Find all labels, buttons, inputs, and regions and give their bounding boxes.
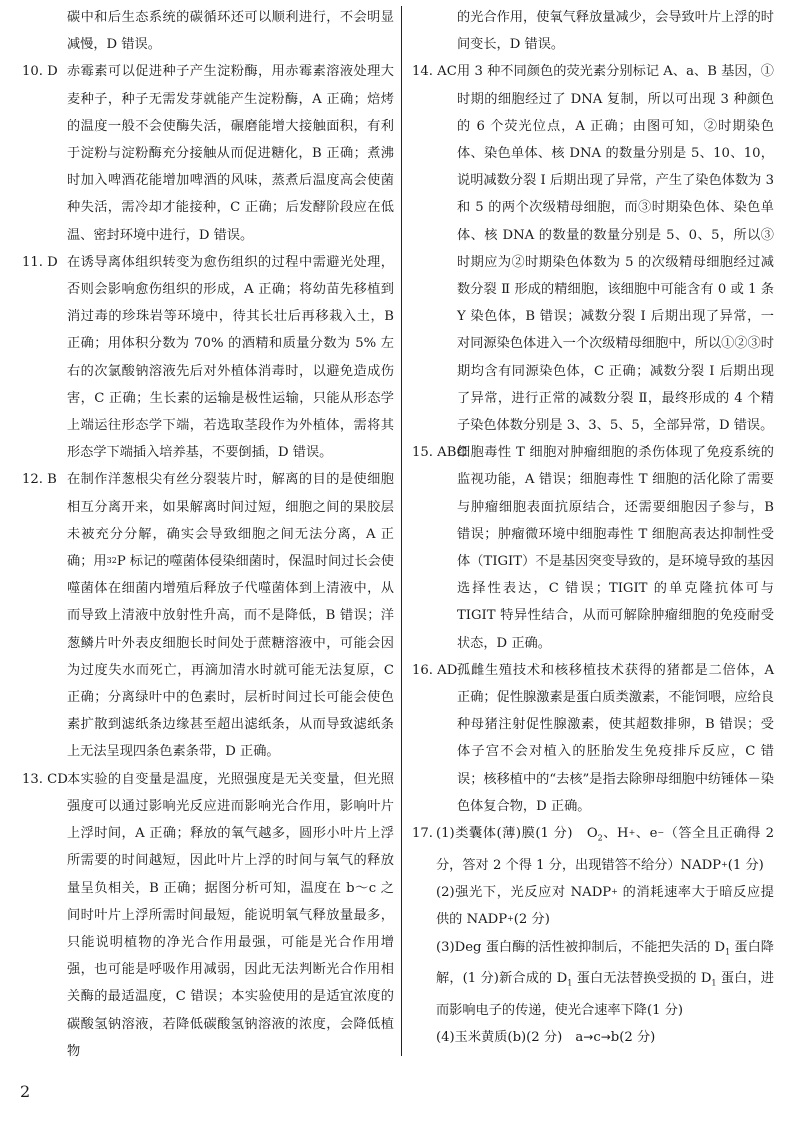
subscript: 1 (725, 947, 731, 957)
answer-number: 10. D (22, 64, 58, 80)
subscript: 1 (711, 979, 717, 989)
text-part: (1 分) (727, 857, 764, 873)
text-part: 的消耗速率大于暗反应提供的 NADP (436, 885, 774, 928)
subscript: 1 (567, 979, 573, 989)
subscript: 2 (597, 833, 603, 843)
answer-text: 碳中和后生态系统的碳循环还可以顺利进行，不会明显减慢，D 错误。 (67, 10, 394, 53)
answer-number: 17. (412, 826, 433, 842)
page-number: 2 (20, 1082, 31, 1101)
answer-15 (412, 439, 774, 657)
text-part: （答全且正确得 2 分，答对 2 个得 1 分，出现错答不给分）NADP (436, 826, 774, 873)
answer-13-continued (412, 4, 774, 58)
left-column (22, 4, 394, 1065)
arrow-icon: → (583, 1030, 594, 1045)
answer-17-part-1 (436, 820, 774, 879)
isotope-mass-number: 32 (106, 556, 117, 566)
superscript: + (507, 914, 514, 924)
text-part: (4)玉米黄质(b)(2 分) a (436, 1030, 584, 1046)
text-part: b(2 分) (610, 1030, 656, 1046)
text-part: 蛋白无法替换受损的 D (572, 971, 712, 987)
answer-number: 12. B (22, 472, 57, 488)
answer-text: 的光合作用，使氧气释放量减少，会导致叶片上浮的时间变长，D 错误。 (457, 10, 774, 53)
answer-9-continued (22, 4, 394, 58)
answer-text: 赤霉素可以促进种子产生淀粉酶，用赤霉素溶液处理大麦种子，种子无需发芽就能产生淀粉酶，A 正确；焙烤的温度一般不会使酶失活，碾磨能增大接触面积，有利于淀粉与淀粉酶充分接触从而促进糖化，B 正确；煮沸时加入啤酒花能增加啤酒的风味，蒸煮后温度高会使菌种失活，需冷却才能接种，C 正确；后发酵阶段应在低温、密封环境中进行，D 错误。 (67, 64, 394, 243)
text-part: (2)强光下，光反应对 NADP (436, 885, 612, 901)
answer-13 (22, 766, 394, 1065)
text-part: c (593, 1030, 601, 1046)
answer-number: 15. ABC (412, 445, 467, 461)
column-divider (401, 6, 402, 1056)
answer-number: 13. CD (22, 771, 68, 787)
answer-17-part-2 (436, 879, 774, 933)
answer-17-part-4 (436, 1024, 774, 1051)
answer-text-part: P 标记的噬菌体侵染细菌时，保温时间过长会使噬菌体在细菌内增殖后释放子代噬菌体到上清液中，从而导致上清液中放射性升高，而不是降低，B 错误；洋葱鳞片叶外表皮细胞长时间处于蔗糖溶液中，可能会因为过度失水而死亡，再滴加清水时就可能无法复原，C 正确；分离绿叶中的色素时，层析时间过长可能会使色素扩散到滤纸条边缘甚至超出滤纸条，从而导致滤纸条上无法呈现四条色素条带，D 正确。 (67, 554, 394, 760)
answer-text: 用 3 种不同颜色的荧光素分别标记 A、a、B 基因，①时期的细胞经过了 DNA 复制，所以可出现 3 种颜色的 6 个荧光位点，A 正确；由图可知，②时期染色体、染色单体、核 DNA 的数量分别是 5、10、10，说明减数分裂 Ⅰ 后期出现了异常，产生了染色体数为 3 和 5 的两个次级精母细胞，而③时期染色体、染色单体、核 DNA 的数量的数量分别是 5、0、5，所以③时期应为②时期染色体数为 5 的次级精母细胞经过减数分裂 Ⅱ 形成的精细胞，该细胞中可能含有 0 或 1 条 Y 染色体，B 错误；减数分裂 Ⅰ 后期出现了异常，一对同源染色体进入一个次级精母细胞中，所以①②③时期均含有同源染色体，C 正确；减数分裂 Ⅰ 后期出现了异常，进行正常的减数分裂 Ⅱ，最终形成的 4 个精子染色体数分别是 3、3、5、5，全部异常，D 错误。 (457, 64, 774, 434)
answer-number: 11. D (22, 254, 58, 270)
text-part: 、H (602, 826, 629, 842)
text-part: 蛋白降解，(1 分)新合成的 D (436, 939, 774, 987)
answer-text: 本实验的自变量是温度，光照强度是无关变量，但光照强度可以通过影响光反应进而影响光合作用，影响叶片上浮时间，A 正确；释放的氧气越多，圆形小叶片上浮所需要的时间越短，因此叶片上浮的时间与氧气的释放量呈负相关，B 正确；据图分析可知，温度在 b～c 之间时叶片上浮所需时间最短，能说明氧气释放量最多，只能说明植物的净光合作用最强，可能是光合作用增强，也可能是呼吸作用减弱，因此无法判断光合作用相关酶的最适温度，C 错误；本实验使用的是适宜浓度的碳酸氢钠溶液，若降低碳酸氢钠溶液的浓度，会降低植物 (67, 771, 394, 1059)
answer-number: 14. AC (412, 64, 457, 80)
answer-14 (412, 58, 774, 439)
answer-text-part: 在制作洋葱根尖有丝分裂装片时，解离的目的是使细胞相互分离开来，如果解离时间过短，细胞之间的果胶层未被充分分解，确实会导致细胞之间无法分离，A 正确；用 (67, 472, 394, 570)
superscript: − (657, 828, 665, 838)
answer-10 (22, 58, 394, 248)
answer-17 (412, 820, 774, 1052)
answer-text: 孤雌生殖技术和核移植技术获得的猪都是二倍体，A 正确；促性腺激素是蛋白质类激素，不能饲喂，应给良种母猪注射促性腺激素，使其超数排卵，B 错误；受体子宫不会对植入的胚胎发生免疫排斥反应，C 错误；核移植中的“去核”是指去除卵母细胞中纺锤体－染色体复合物，D 正确。 (457, 662, 774, 814)
answer-11 (22, 249, 394, 467)
text-part: 、e (635, 826, 658, 842)
answer-text (67, 466, 394, 765)
text-part: 蛋白，进而影响电子的传递，使光合速率下降(1 分) (436, 971, 774, 1019)
right-column (412, 4, 774, 1052)
answer-12 (22, 466, 394, 765)
answer-text: 细胞毒性 T 细胞对肿瘤细胞的杀伤体现了免疫系统的监视功能，A 错误；细胞毒性 T 细胞的活化除了需要与肿瘤细胞表面抗原结合，还需要细胞因子参与，B 错误；肿瘤微环境中细胞毒性 T 细胞高表达抑制性受体（TIGIT）不是基因突变导致的，是环境导致的基因选择性表达，C 错误；TIGIT 的单克隆抗体可与 TIGIT 特异性结合，从而可解除肿瘤细胞的免疫耐受状态，D 正确。 (457, 445, 774, 651)
superscript: + (611, 887, 618, 897)
arrow-icon: → (600, 1030, 611, 1045)
answer-16 (412, 657, 774, 820)
text-part: (2 分) (513, 912, 550, 928)
superscript: + (721, 859, 728, 869)
text-part: (1)类囊体(薄)膜(1 分) O (436, 826, 598, 842)
answer-number: 16. AD (412, 662, 458, 678)
answer-text: 在诱导离体组织转变为愈伤组织的过程中需避光处理，否则会影响愈伤组织的形成，A 正确；将幼苗先移植到消过毒的珍珠岩等环境中，待其长壮后再移栽入土，B 正确；用体积分数为 70% 的酒精和质量分数为 5% 左右的次氯酸钠溶液先后对外植体消毒时，以避免造成伤害，C 正确；生长素的运输是极性运输，只能从形态学上端运往形态学下端，若选取茎段作为外植体，需将其形态学下端插入培养基，不要倒插，D 错误。 (67, 254, 394, 461)
answer-17-part-3 (436, 934, 774, 1025)
superscript: + (628, 828, 636, 838)
text-part: (3)Deg 蛋白酶的活性被抑制后，不能把失活的 D (436, 939, 726, 955)
